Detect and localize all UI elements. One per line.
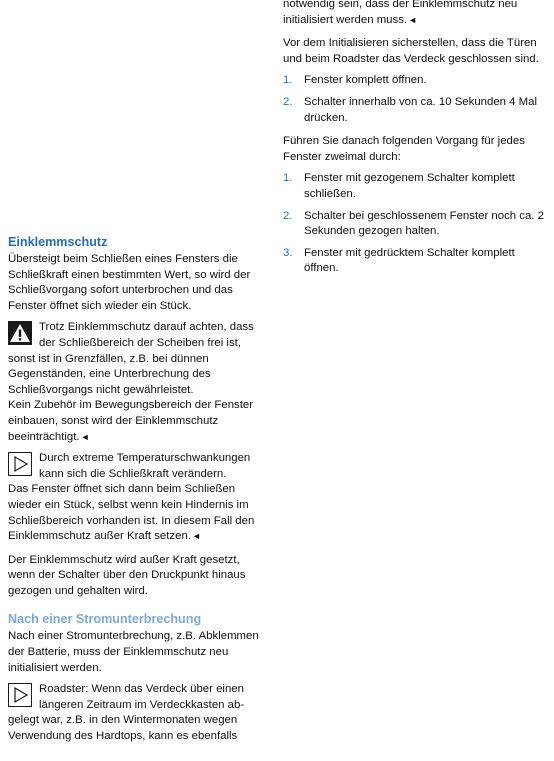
roadster-note-rest: gelegt war, z.B. in den Wintermonaten wegen Verwendung des Hardtops, kann es ebenfalls: [8, 714, 238, 743]
list-item: 3. Fenster mit gedrücktem Schalter komplett öffnen.: [283, 246, 515, 275]
note-temperature: [8, 451, 262, 545]
note-text-rest: Das Fenster öffnet sich dann beim Schließen wieder ein Stück, selbst wenn kein Hindernis im Schließbereich vorhanden ist. In diesem Fall den Einklemmschutz außer Kraft setzen.: [8, 483, 255, 543]
section-heading-einklemmschutz: Einklemmschutz: [8, 235, 108, 249]
note-roadster: [8, 682, 262, 744]
warning-extra-text: Kein Zubehör im Bewegungsbereich der Fenster einbauen, sonst wird der Einklemmschutz beeinträchtigt.: [8, 399, 254, 443]
note-play-icon: [8, 452, 32, 476]
power-interruption-paragraph: Nach einer Stromunterbrechung, z.B. Abklemmen der Batterie, muss der Einklemmschutz neu initialisiert werden.: [8, 630, 259, 674]
list-item: 2. Schalter innerhalb von ca. 10 Sekunden 4 Mal drücken.: [283, 95, 538, 124]
continued-text: notwendig sein, dass der Einklemmschutz neu initialisiert werden muss.◄: [283, 0, 518, 26]
note-play-icon: [8, 683, 32, 707]
init-steps-list: [283, 73, 545, 126]
end-mark-icon: ◄: [408, 14, 417, 25]
procedure-steps-list: [283, 171, 545, 277]
section-heading-stromunterbrechung: Nach einer Stromunterbrechung: [8, 612, 202, 627]
left-column: [8, 234, 262, 745]
list-item: 2. Schalter bei geschlossenem Fenster noch ca. 2 Sekunden gezogen halten.: [283, 209, 544, 238]
roadster-note-first: Roadster: Wenn das Verdeck über einen längeren Zeitraum im Verdeckkasten ab-: [39, 683, 245, 711]
warning-text-first: Trotz Einklemmschutz darauf achten, dass der Schließbereich der Scheiben frei: [39, 321, 254, 349]
initialize-paragraph: Vor dem Initialisieren sicherstellen, dass die Türen und beim Roadster das Verdeck geschlossen sind.: [283, 37, 539, 65]
warning-notice: [8, 320, 262, 445]
end-mark-icon: ◄: [80, 431, 90, 442]
note-text-first: Durch extreme Temperaturschwankungen kann sich die Schließkraft verändern.: [39, 452, 251, 480]
intro-paragraph: Übersteigt beim Schließen eines Fensters die Schließkraft einen bestimmten Wert, so wird der Schließvorgang sofort unterbrochen und das Fenster öffnet sich wieder ein Stück.: [8, 253, 251, 312]
procedure-paragraph: Führen Sie danach folgenden Vorgang für jedes Fenster zweimal durch:: [283, 135, 525, 163]
list-item: 1. Fenster komplett öffnen.: [283, 74, 427, 87]
list-item: 1. Fenster mit gezogenem Schalter komplett schließen.: [283, 172, 515, 200]
right-column: [283, 0, 545, 277]
deactivation-paragraph: Der Einklemmschutz wird außer Kraft gesetzt, wenn der Schalter über den Druckpunkt hinaus gezogen und gehalten wird.: [8, 553, 246, 597]
warning-text-rest: ist, sonst ist in Grenzfällen, z.B. bei dünnen Gegenständen, eine Unterbrechung des Schließvorgangs nicht gewährleistet.: [8, 336, 241, 396]
end-mark-icon: ◄: [191, 531, 201, 542]
warning-triangle-icon: [8, 321, 32, 345]
